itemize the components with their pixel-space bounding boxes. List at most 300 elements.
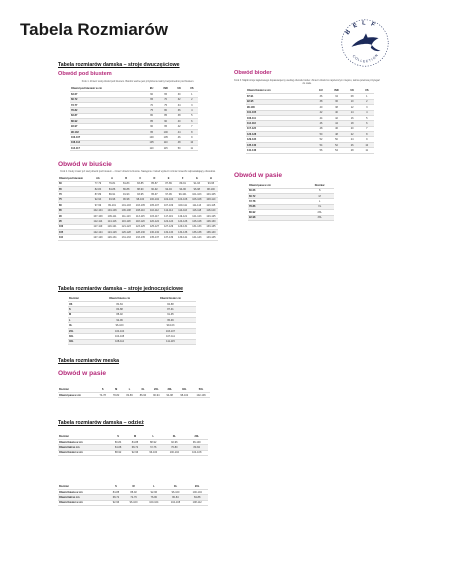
table-cell: 122-124 — [161, 219, 175, 224]
table-cell: 87-89 — [161, 181, 175, 186]
table-cell: 99-101 — [105, 203, 119, 208]
table-cell: 104-106 — [105, 208, 119, 213]
table-cell: 52 — [328, 142, 345, 147]
table-cell: 50 — [173, 146, 186, 151]
table-cell: 54 — [328, 148, 345, 153]
table-cell: 32 — [173, 97, 186, 102]
header-cell: 4XL — [176, 387, 192, 392]
brand-logo — [336, 14, 394, 72]
table-cell: 3 — [186, 102, 198, 107]
table-cell: 93-97 — [70, 124, 145, 129]
table-cell: 84-88 — [127, 439, 144, 444]
table-cell: 124-126 — [105, 230, 119, 235]
table-cell: 109-111 — [176, 203, 190, 208]
table-cell: 12 — [345, 105, 360, 110]
women-clothing-section — [58, 420, 218, 506]
table-cell: 40 — [314, 105, 328, 110]
table-cell: 85 — [58, 208, 91, 213]
table-cell: 3XL — [68, 334, 94, 339]
table-cell: 138-140 — [204, 230, 218, 235]
table-row — [248, 215, 334, 220]
table-cell: 70 — [58, 192, 91, 197]
header-cell: 2XL — [186, 484, 208, 489]
table-cell: 96-100 — [143, 450, 163, 455]
table-cell: S — [68, 307, 94, 312]
table-cell: 60 — [58, 181, 91, 186]
header-cell: XL — [163, 434, 185, 439]
table-cell: 48 — [328, 132, 345, 137]
table-cell: Obwód talii w cm — [58, 495, 108, 500]
table-cell: 134-136 — [176, 230, 190, 235]
header-cell: 5XL — [192, 387, 210, 392]
table-cell: 78-82 — [109, 392, 122, 397]
table-cell: Obwód bioder w cm — [58, 450, 110, 455]
table-cell: 110 — [58, 235, 91, 240]
table-cell: 112-114 — [161, 208, 175, 213]
table-cell: 46 — [328, 126, 345, 131]
table-cell: 101-103 — [190, 192, 204, 197]
header-cell: 3XL — [163, 387, 176, 392]
table-cell: 99-101 — [176, 192, 190, 197]
table-cell: 110-112 — [147, 208, 161, 213]
table-cell: 75 — [58, 197, 91, 202]
table-cell: 44 — [314, 115, 328, 120]
women-one-piece-section — [58, 286, 218, 345]
table-cell: 1 — [360, 94, 374, 99]
table-cell: 129-134 — [246, 137, 314, 142]
table-cell: 2XL — [305, 210, 334, 215]
men-title: Tabela rozmiarów meska — [58, 358, 120, 364]
table-cell: 111-115 — [145, 339, 196, 344]
table-cell: 70 — [145, 102, 159, 107]
table-cell: 110 — [159, 140, 173, 145]
hips-title: Obwód bioder — [234, 70, 272, 76]
header-cell: XL — [136, 387, 149, 392]
table-cell: 106-108 — [190, 197, 204, 202]
table-cell: 6 — [186, 119, 198, 124]
table-cell: 40 — [328, 110, 345, 115]
table-cell: 83-87 — [70, 113, 145, 118]
table-cell: 75 — [145, 108, 159, 113]
table-cell: 137-139 — [161, 235, 175, 240]
table-cell: 9 — [186, 135, 198, 140]
table-cell: 92-96 — [127, 450, 144, 455]
table-cell: 119-121 — [105, 224, 119, 229]
header-cell: EU — [314, 88, 328, 93]
header-cell: EU — [145, 86, 159, 91]
table-cell: 50 — [328, 137, 345, 142]
table-cell: 86-92 — [248, 210, 305, 215]
table-cell: 34 — [173, 102, 186, 107]
table-cell: 42 — [314, 110, 328, 115]
table-cell: 38 — [173, 113, 186, 118]
men-section — [58, 358, 218, 398]
table-cell: 132-134 — [161, 230, 175, 235]
table-cell: Obwód talii w cm — [58, 445, 110, 450]
table-cell: 84-88 — [186, 495, 208, 500]
table-cell: 88-92 — [110, 450, 127, 455]
table-cell: 96-98 — [190, 186, 204, 191]
table-cell: 92-96 — [108, 500, 124, 505]
header-cell: Rozmiar — [58, 387, 96, 392]
table-cell: 84-88 — [145, 301, 196, 306]
header-cell: D — [147, 176, 161, 181]
header-cell: Rozmiar — [68, 296, 94, 301]
women-one-piece-title: Tabela rozmiarów damska – stroje jednoczęściowe — [58, 286, 184, 292]
table-cell: 108-110 — [133, 208, 147, 213]
table-cell: 104-106 — [176, 197, 190, 202]
table-cell: 118-120 — [204, 208, 218, 213]
table-cell: 36 — [314, 94, 328, 99]
table-cell: 96-100 — [165, 489, 187, 494]
header-cell: US — [360, 88, 374, 93]
table-cell: 88-92 — [94, 312, 145, 317]
table-cell: 92-96 — [163, 439, 185, 444]
table-cell: 78-82 — [70, 108, 145, 113]
header-cell: L — [143, 434, 163, 439]
table-cell: 80-84 — [186, 445, 208, 450]
table-cell: 80-84 — [165, 495, 187, 500]
table-cell: 79-81 — [105, 181, 119, 186]
table-cell: 91-93 — [190, 181, 204, 186]
table-cell: 16 — [345, 115, 360, 120]
table-cell: 11 — [186, 146, 198, 151]
table-cell: 86-90 — [136, 392, 149, 397]
table-cell: 94-96 — [105, 197, 119, 202]
table-cell: 8 — [186, 129, 198, 134]
table-cell: 103-105 — [204, 192, 218, 197]
table-cell: 108-110 — [204, 197, 218, 202]
table-cell: 88-92 — [124, 489, 143, 494]
table-cell: 64-68 — [110, 445, 127, 450]
table-cell: 135-140 — [246, 142, 314, 147]
table-cell: 4 — [186, 108, 198, 113]
table-cell: 117-122 — [246, 126, 314, 131]
table-cell: 90 — [159, 119, 173, 124]
table-cell: 11 — [360, 148, 374, 153]
table-cell: 85 — [145, 119, 159, 124]
table-cell: 84-88 — [108, 489, 124, 494]
table-cell: 89-91 — [176, 181, 190, 186]
table-cell: 85-87 — [147, 181, 161, 186]
table-cell: Obwód biustu w cm — [58, 489, 108, 494]
table-cell: 141-143 — [190, 235, 204, 240]
header-cell: M — [109, 387, 122, 392]
women-two-piece-title: Tabela rozmiarów damska – stroje dwuczęściowe — [58, 62, 180, 68]
table-row — [68, 339, 196, 344]
table-cell: 93-95 — [204, 181, 218, 186]
header-cell: E — [161, 176, 175, 181]
table-cell: 110 — [145, 146, 159, 151]
header-cell: S — [96, 387, 109, 392]
header-cell: S — [108, 484, 124, 489]
table-cell: 94-98 — [163, 392, 176, 397]
table-cell: 40 — [173, 119, 186, 124]
table-cell: 133-135 — [133, 235, 147, 240]
table-row — [58, 500, 208, 505]
table-cell: 65 — [145, 97, 159, 102]
table-cell: 7 — [360, 126, 374, 131]
table-cell: 10 — [186, 140, 198, 145]
header-cell: S — [110, 434, 127, 439]
table-cell: 139-141 — [176, 235, 190, 240]
table-row — [70, 146, 198, 151]
table-cell: 143-145 — [204, 235, 218, 240]
clothing-table-2 — [58, 484, 208, 506]
table-cell: 4XL — [68, 339, 94, 344]
header-cell: UK — [345, 88, 360, 93]
table-cell: 131-133 — [119, 235, 133, 240]
women-clothing-title: Tabela rozmiarów damska – odzież — [58, 420, 144, 426]
table-cell: 14 — [345, 110, 360, 115]
table-cell: 60-66 — [248, 188, 305, 193]
table-cell: 22 — [345, 132, 360, 137]
one-piece-table — [68, 296, 196, 345]
table-cell: 95 — [145, 129, 159, 134]
table-cell: 73-77 — [70, 102, 145, 107]
table-row — [58, 450, 208, 455]
table-cell: 98-102 — [176, 392, 192, 397]
table-cell: XL — [305, 204, 334, 209]
table-cell: 63-67 — [70, 92, 145, 97]
table-cell: 9 — [360, 137, 374, 142]
bust-table — [70, 86, 198, 151]
table-cell: 68-72 — [108, 495, 124, 500]
table-cell: 2 — [186, 97, 198, 102]
table-cell: 92-94 — [91, 197, 105, 202]
table-cell: 100-104 — [186, 489, 208, 494]
table-cell: 106-111 — [246, 115, 314, 120]
table-cell: 92-94 — [161, 186, 175, 191]
table-cell: 42 — [328, 115, 345, 120]
table-cell: 125-127 — [147, 224, 161, 229]
table-cell: 126-128 — [190, 219, 204, 224]
table-cell: 44 — [173, 129, 186, 134]
table-cell: 103-105 — [133, 203, 147, 208]
table-cell: 6 — [360, 121, 374, 126]
table-cell: 119-121 — [176, 213, 190, 218]
header-cell: Obwód bioder w cm — [246, 88, 314, 93]
table-cell: 114-116 — [105, 219, 119, 224]
table-cell: 103-107 — [145, 328, 196, 333]
table-cell: 127-129 — [91, 235, 105, 240]
table-cell: XS — [68, 301, 94, 306]
table-cell: 96-100 — [124, 500, 143, 505]
table-cell: 30 — [173, 92, 186, 97]
brand-tagline: COLLECTION — [351, 52, 380, 64]
table-cell: 54 — [314, 142, 328, 147]
table-cell: 108-112 — [186, 500, 208, 505]
table-cell: 10 — [345, 99, 360, 104]
header-cell: Obwód pod biustem — [58, 176, 91, 181]
table-cell: M — [305, 193, 334, 198]
table-cell: 80-84 — [94, 301, 145, 306]
table-cell: 113-115 — [133, 213, 147, 218]
table-cell: 20 — [345, 126, 360, 131]
table-cell: 24 — [345, 137, 360, 142]
table-cell: 95-99 — [145, 318, 196, 323]
table-cell: 84-86 — [105, 186, 119, 191]
table-cell: 123-125 — [133, 224, 147, 229]
table-cell: 107-109 — [91, 213, 105, 218]
table-cell: 82-86 — [123, 392, 136, 397]
table-cell: 91-93 — [119, 192, 133, 197]
clothing-table-1 — [58, 434, 208, 456]
table-cell: 5 — [360, 115, 374, 120]
table-cell: Obwód bioder w cm — [58, 500, 108, 505]
table-cell: 116-118 — [119, 219, 133, 224]
table-cell: 88-92 — [70, 119, 145, 124]
table-cell: 112-114 — [91, 219, 105, 224]
table-cell: 111-113 — [190, 203, 204, 208]
header-cell: Rozmiar — [305, 183, 334, 188]
table-cell: 106-108 — [119, 208, 133, 213]
table-cell: 85 — [159, 113, 173, 118]
table-cell: 7 — [186, 124, 198, 129]
table-cell: 103-107 — [70, 135, 145, 140]
header-cell: US — [186, 86, 198, 91]
table-cell: 130-132 — [147, 230, 161, 235]
header-cell: 2XL — [150, 387, 163, 392]
table-cell: M — [68, 312, 94, 317]
table-cell: 121-123 — [119, 224, 133, 229]
header-cell: UK — [173, 86, 186, 91]
waist-table — [248, 183, 334, 221]
table-cell: 114-116 — [176, 208, 190, 213]
header-cell: 2XL — [186, 434, 208, 439]
table-cell: 88-90 — [133, 186, 147, 191]
table-cell: 76-80 — [143, 495, 165, 500]
table-cell: 46 — [314, 121, 328, 126]
table-cell: 2XL — [68, 328, 94, 333]
table-cell: 117-119 — [91, 224, 105, 229]
table-cell: 8 — [360, 132, 374, 137]
table-cell: 100 — [145, 135, 159, 140]
table-cell: 76-80 — [163, 445, 185, 450]
table-cell: 98-100 — [133, 197, 147, 202]
table-cell: 129-131 — [105, 235, 119, 240]
table-cell: 26 — [345, 142, 360, 147]
table-cell: 10 — [360, 142, 374, 147]
table-cell: 80 — [58, 203, 91, 208]
cup-title: Obwód w biuście — [58, 161, 112, 169]
table-cell: 109-111 — [105, 213, 119, 218]
cup-note: Krok 2. Kiedy znasz już swój obwód pod biustem – zmierz obwód w biuście. Następnie z tabeli wybierz rozmiar miseczki odpowiadający obwodowi. — [60, 170, 216, 174]
table-cell: 112-116 — [246, 121, 314, 126]
header-cell: B — [119, 176, 133, 181]
table-cell: 128-130 — [204, 219, 218, 224]
table-cell: 123-125 — [204, 213, 218, 218]
men-waist-title: Obwód w pasie — [58, 370, 106, 377]
table-cell: 81-83 — [119, 181, 133, 186]
svg-text:COLLECTION — [352, 53, 380, 64]
men-table — [58, 387, 210, 398]
table-cell: 107-109 — [161, 203, 175, 208]
table-cell: 3 — [360, 105, 374, 110]
table-cell: 116-118 — [190, 208, 204, 213]
table-cell: 83-85 — [133, 181, 147, 186]
header-cell: C — [133, 176, 147, 181]
hips-table — [246, 88, 374, 153]
table-cell: 105 — [58, 230, 91, 235]
header-cell: Rozmiar — [58, 484, 108, 489]
table-cell: 95 — [159, 124, 173, 129]
header-cell: F — [176, 176, 190, 181]
table-cell: L — [305, 199, 334, 204]
table-row — [246, 148, 374, 153]
table-cell: 36 — [328, 99, 345, 104]
header-cell: L — [143, 484, 165, 489]
bust-title: Obwód pod biustem — [58, 71, 112, 77]
table-cell: 92-98 — [248, 215, 305, 220]
table-cell: 90 — [145, 124, 159, 129]
table-cell: 92-96 — [143, 489, 165, 494]
header-cell: Obwód biustu cm — [94, 296, 145, 301]
table-cell: 123-128 — [246, 132, 314, 137]
table-cell: 105-107 — [147, 203, 161, 208]
cup-table — [58, 176, 218, 241]
bust-note: Krok 1. Zmierz swój obwód pod biustem. Bardzo ważne jest przyłożenie taśmy bezpośrednio pod biustem. — [81, 80, 195, 83]
table-cell: 3XL — [305, 215, 334, 220]
table-cell: 87-89 — [91, 192, 105, 197]
table-cell: 66-72 — [248, 193, 305, 198]
table-cell: 136-138 — [190, 230, 204, 235]
table-cell: 104-108 — [186, 450, 208, 455]
table-cell: 08 — [345, 94, 360, 99]
table-cell: 100-104 — [143, 500, 165, 505]
header-cell: H — [204, 176, 218, 181]
table-cell: 42 — [173, 124, 186, 129]
header-cell: M — [124, 484, 143, 489]
table-cell: 70 — [159, 97, 173, 102]
table-cell: 104-108 — [165, 500, 187, 505]
table-cell: 108-112 — [94, 339, 145, 344]
table-cell: 78-86 — [248, 204, 305, 209]
table-cell: Obwód biustu w cm — [58, 439, 110, 444]
table-cell: 84-88 — [94, 307, 145, 312]
table-cell: 80 — [145, 113, 159, 118]
table-cell: Obwód pasa w cm — [58, 392, 96, 397]
table-cell: 118-120 — [133, 219, 147, 224]
table-cell: 97-99 — [161, 192, 175, 197]
table-cell: 75 — [159, 102, 173, 107]
table-cell: 105 — [145, 140, 159, 145]
table-cell: 120-122 — [147, 219, 161, 224]
table-cell: 99-103 — [145, 323, 196, 328]
table-cell: 101-103 — [119, 203, 133, 208]
table-cell: 115 — [159, 146, 173, 151]
table-cell: 5 — [186, 113, 198, 118]
table-cell: 95 — [58, 219, 91, 224]
header-cell: M — [127, 434, 144, 439]
table-cell: 48 — [314, 126, 328, 131]
table-cell: 87-91 — [145, 307, 196, 312]
table-cell: 65 — [58, 186, 91, 191]
table-cell: 50 — [314, 132, 328, 137]
table-cell: 36 — [173, 108, 186, 113]
table-cell: 113-117 — [70, 146, 145, 151]
table-cell: 111-113 — [119, 213, 133, 218]
table-cell: 100-102 — [147, 197, 161, 202]
table-cell: 38 — [328, 105, 345, 110]
table-cell: 88-92 — [143, 439, 163, 444]
table-cell: 105 — [159, 135, 173, 140]
table-cell: 91-95 — [145, 312, 196, 317]
table-cell: 107-111 — [145, 334, 196, 339]
table-cell: 98-102 — [70, 129, 145, 134]
table-cell: 100 — [159, 129, 173, 134]
table-cell: 1 — [186, 92, 198, 97]
